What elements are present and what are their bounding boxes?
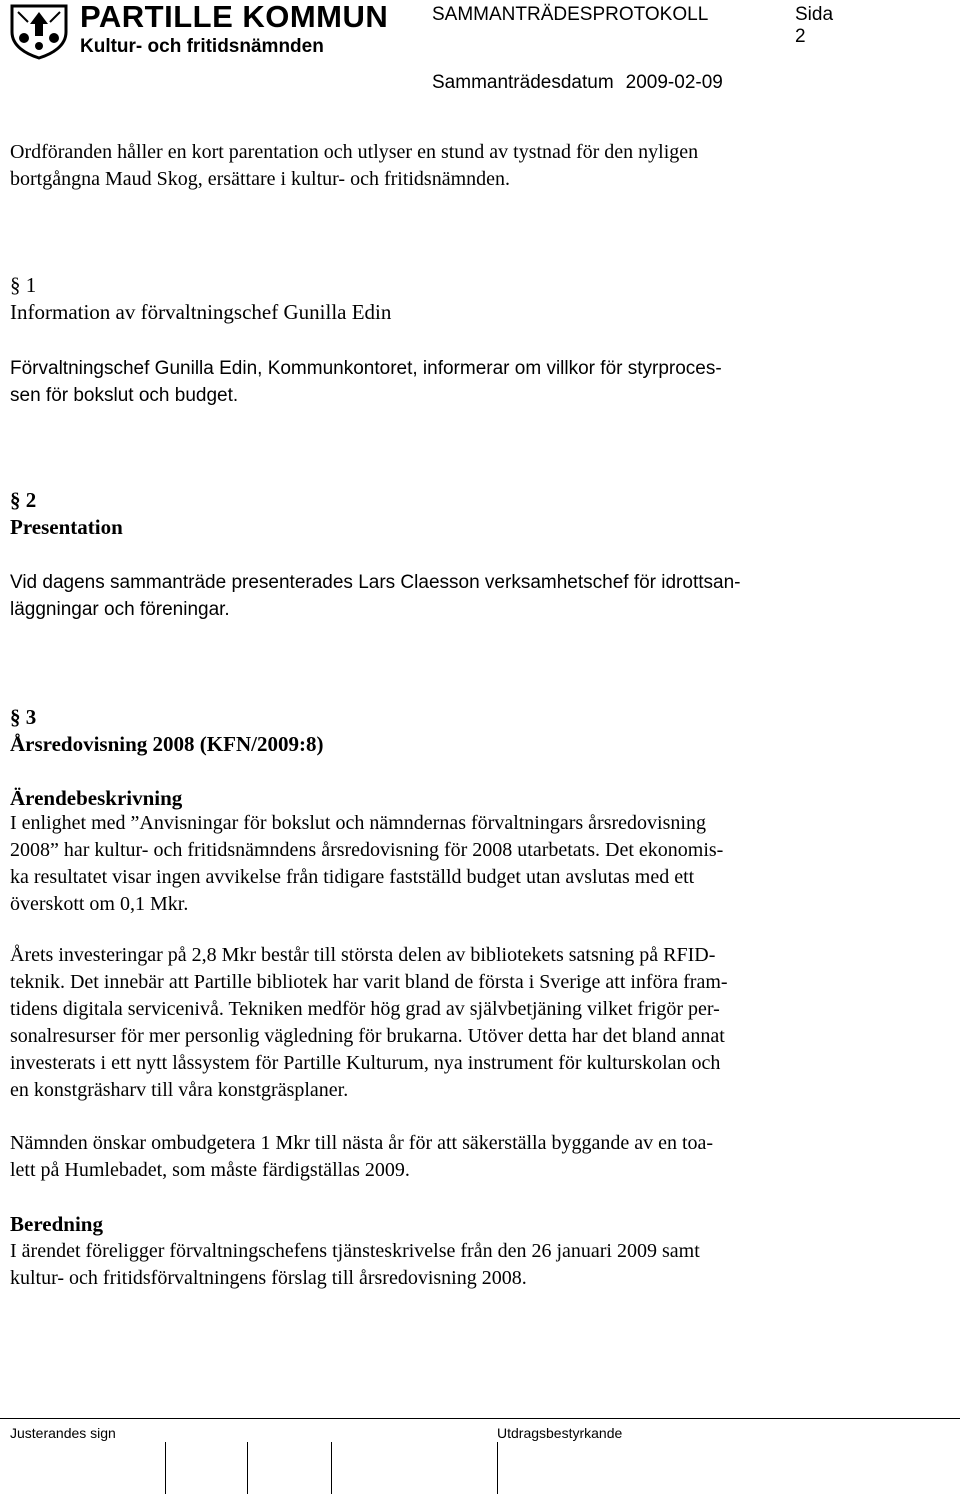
section-2-number-text: § 2 [10,488,37,512]
section-3-title [10,731,323,758]
paragraph-line: Årets investeringar på 2,8 Mkr består till största delen av bibliotekets satsning på RFID- [10,944,716,966]
meeting-date [432,72,735,94]
committee-name: Kultur- och fritidsnämnden [80,36,324,57]
section-2-title-text: Presentation [10,515,123,539]
section-3-paragraph-4 [10,1238,840,1292]
paragraph-line: Vid dagens sammanträde presenterades Lars Claesson verksamhetschef för idrottsan- [10,572,741,593]
paragraph-line: Ordföranden håller en kort parentation och utlyser en stund av tystnad för den nyligen [10,141,699,163]
footer-utdragsbestyrkande-label: Utdragsbestyrkande [497,1425,623,1441]
section-3-paragraph-2 [10,942,840,1104]
document-type: SAMMANTRÄDESPROTOKOLL [432,4,709,25]
paragraph-line: överskott om 0,1 Mkr. [10,893,189,915]
intro-paragraph [10,139,840,193]
municipal-coat-of-arms-logo [8,2,70,60]
section-3-number-text: § 3 [10,705,37,729]
paragraph-line: teknik. Det innebär att Partille bibliotek har varit bland de första i Sverige att införa fram- [10,971,728,993]
paragraph-line: ka resultatet visar ingen avvikelse från tidigare fastställd budget utan avslutas med ett [10,866,695,888]
subheading-text: Ärendebeskrivning [10,786,183,810]
paragraph-line: 2008” har kultur- och fritidsnämndens årsredovisning för 2008 utarbetats. Det ekonomis- [10,839,724,861]
signature-box-divider [247,1442,248,1494]
organization-name: PARTILLE KOMMUN [80,0,389,34]
section-3-subheading-preparation [10,1211,103,1238]
paragraph-line: investerats i ett nytt låssystem för Partille Kulturum, nya instrument för kulturskolan och [10,1052,721,1074]
section-2-title [10,514,123,541]
paragraph-line: kultur- och fritidsförvaltningens förslag till årsredovisning 2008. [10,1267,527,1289]
paragraph-line: sonalresurser för mer personlig vägledning för brukarna. Utöver detta har det bland annat [10,1025,725,1047]
paragraph-line: sen för bokslut och budget. [10,385,239,406]
paragraph-line: lett på Humlebadet, som måste färdigställas 2009. [10,1159,410,1181]
section-1-title: Information av förvaltningschef Gunilla Edin [10,300,392,324]
subheading-text: Beredning [10,1212,103,1236]
paragraph-line: bortgångna Maud Skog, ersättare i kultur- och fritidsnämnden. [10,168,511,190]
signature-box-divider [165,1442,166,1494]
section-2-paragraph [10,569,840,623]
section-1-number: § 1 [10,273,37,297]
footer-divider [0,1418,960,1419]
section-3-subheading-description [10,785,182,812]
paragraph-line: en konstgräsharv till våra konstgräsplaner. [10,1079,349,1101]
signature-box-divider [331,1442,332,1494]
footer-justerandes-sign-label: Justerandes sign [10,1425,116,1441]
paragraph-line: I ärendet föreligger förvaltningschefens tjänsteskrivelse från den 26 januari 2009 samt [10,1240,700,1262]
paragraph-line: läggningar och föreningar. [10,599,230,620]
section-1-paragraph [10,355,840,409]
meeting-date-value: 2009-02-09 [625,72,723,93]
signature-box-divider [497,1442,498,1494]
section-3-paragraph-1 [10,810,840,918]
section-2-number [10,487,36,514]
page-label: Sida [795,4,834,25]
paragraph-line: Förvaltningschef Gunilla Edin, Kommunkontoret, informerar om villkor för styrproces- [10,358,722,379]
section-3-number [10,704,36,731]
paragraph-line: tidens digitala servicenivå. Tekniken medför hög grad av självbetjäning vilket frigör per- [10,998,720,1020]
page-number: 2 [795,26,806,47]
section-3-paragraph-3 [10,1130,840,1184]
paragraph-line: I enlighet med ”Anvisningar för bokslut och nämndernas förvaltningars årsredovisning [10,812,706,834]
section-3-title-text: Årsredovisning 2008 (KFN/2009:8) [10,732,324,756]
paragraph-line: Nämnden önskar ombudgetera 1 Mkr till nästa år för att säkerställa byggande av en toa- [10,1132,714,1154]
meeting-date-label: Sammanträdesdatum [432,72,614,93]
